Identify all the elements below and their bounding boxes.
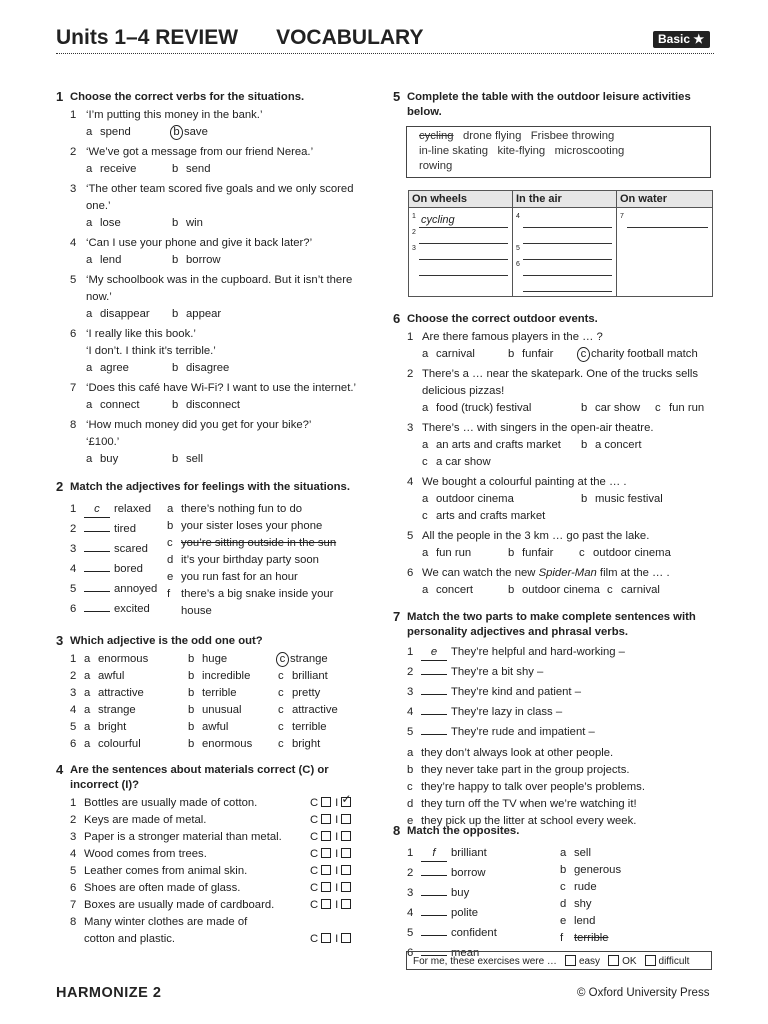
list-item: 3 Paper is a stronger material than metal. C I (70, 829, 370, 846)
answer-line[interactable]: 6 (523, 262, 612, 276)
exercise-1-item: 7 ‘Does this café have Wi-Fi? I want to use the internet.’ (70, 382, 356, 394)
answer-blank[interactable] (421, 882, 447, 896)
exercise-5-instruction: 5 Complete the table with the outdoor leisure activities below. (393, 89, 691, 118)
option-b[interactable]: terrible (202, 687, 237, 699)
option-a[interactable]: concert (436, 584, 474, 596)
option-b[interactable]: appear (186, 308, 222, 320)
exercise-1-options: a receive b send (86, 163, 211, 175)
option-b[interactable]: unusual (202, 704, 242, 716)
answer-line[interactable]: 4 (523, 214, 612, 228)
correct-checkbox[interactable] (321, 933, 331, 943)
exercise-1-item: 6 ‘I really like this book.’ ‘I don’t. I think it’s terrible.’ (70, 328, 216, 357)
list-item: 4 They’re lazy in class – (407, 701, 718, 721)
option-a[interactable]: buy (100, 453, 119, 465)
list-item: 3 buy (407, 882, 547, 902)
exercise-1-item: 8 ‘How much money did you get for your bike?’ ‘£100.’ (70, 419, 312, 448)
option-c[interactable]: outdoor cinema (593, 547, 671, 559)
section-title: VOCABULARY (276, 26, 424, 49)
list-item: 3 a attractive b terrible c pretty (70, 687, 321, 699)
option-b[interactable]: music festival (595, 493, 663, 505)
exercise-6-options: a carnival b funfair c charity football match (422, 348, 698, 360)
table-cell (409, 208, 513, 297)
option-a[interactable]: lend (100, 254, 122, 266)
option-a[interactable]: bright (98, 721, 127, 733)
table-cell (617, 208, 713, 297)
answer-blank[interactable]: e (421, 647, 447, 661)
option-b[interactable]: incredible (202, 670, 251, 682)
list-item: 2 They’re a bit shy – (407, 661, 718, 681)
option-b[interactable]: sell (186, 453, 203, 465)
option-a[interactable]: enormous (98, 653, 149, 665)
table-cell (513, 208, 617, 297)
list-item: d they turn off the TV when we’re watching it! (407, 798, 637, 810)
option-b[interactable]: huge (202, 653, 228, 665)
list-item: d it’s your birthday party soon (167, 554, 319, 566)
exercise-2-adjectives (70, 501, 170, 618)
exercise-1-options: a agree b disagree (86, 362, 230, 374)
list-item: e lend (560, 915, 596, 927)
exercise-1-item: 4 ‘Can I use your phone and give it back later?’ (70, 237, 313, 249)
option-a[interactable]: strange (98, 704, 136, 716)
exercise-2 (56, 480, 376, 619)
option-b[interactable]: outdoor cinema (522, 584, 600, 596)
option-c[interactable]: a car show (436, 456, 491, 468)
answer-blank[interactable]: c (84, 504, 110, 518)
list-item: 1 e They’re helpful and hard-working – (407, 644, 718, 661)
correct-checkbox[interactable] (321, 814, 331, 824)
option-a[interactable]: attractive (98, 687, 144, 699)
selected-option-circle[interactable]: c (577, 347, 590, 362)
list-item: 6 Shoes are often made of glass. C I (70, 880, 370, 897)
exercise-1-options: a connect b disconnect (86, 399, 241, 411)
exercise-4 (56, 763, 376, 948)
answer-blank[interactable] (421, 902, 447, 916)
list-item: 8 Many winter clothes are made of (70, 916, 248, 928)
option-c[interactable]: bright (292, 738, 321, 750)
word-box: cycling drone flying Frisbee throwing in-line skating kite-flying microscooting rowing (406, 126, 711, 178)
incorrect-checkbox[interactable] (341, 865, 351, 875)
list-item: a there’s nothing fun to do (167, 503, 303, 515)
exercise-8-instruction: 8 Match the opposites. (393, 823, 520, 838)
option-b[interactable]: enormous (202, 738, 253, 750)
check-mark-icon: ✓ (341, 792, 352, 807)
option-a[interactable]: food (truck) festival (436, 402, 532, 414)
selected-option-circle[interactable]: b (170, 125, 183, 140)
list-item: 3 scared (70, 538, 170, 558)
option-b[interactable]: funfair (522, 348, 554, 360)
list-item: c you’re sitting outside in the sun (167, 537, 337, 549)
list-item: 5 They’re rude and impatient – (407, 721, 718, 741)
option-a[interactable]: receive (100, 163, 137, 175)
option-a[interactable]: spend (100, 126, 131, 138)
exercise-6-item: 3 There’s … with singers in the open-air theatre. (407, 422, 654, 434)
list-item: 6 a colourful b enormous c bright (70, 738, 321, 750)
exercise-6-options: a food (truck) festival b car show c fun run (422, 402, 705, 414)
answer-line[interactable] (419, 262, 508, 276)
list-item: 5 a bright b awful c terrible (70, 721, 327, 733)
option-b[interactable]: disconnect (186, 399, 241, 411)
answer-blank[interactable] (421, 721, 447, 735)
activities-table (408, 190, 713, 297)
answer-line[interactable]: 1 cycling (419, 214, 508, 228)
answer-blank[interactable] (421, 701, 447, 715)
unit-title: Units 1–4 REVIEW (56, 26, 239, 49)
incorrect-checkbox[interactable] (341, 933, 351, 943)
option-b[interactable]: funfair (522, 547, 554, 559)
list-item: a sell (560, 847, 591, 859)
option-a[interactable]: fun run (436, 547, 472, 559)
exercise-7 (393, 610, 718, 830)
exercise-6-item: 5 All the people in the 3 km … go past the lake. (407, 530, 650, 542)
answer-blank[interactable] (421, 862, 447, 876)
list-item: a they don’t always look at other people. (407, 747, 614, 759)
footer-brand: HARMONIZE 2 (56, 985, 162, 1001)
column-header: On wheels (409, 191, 513, 208)
answer-line[interactable]: 5 (523, 246, 612, 260)
list-item: c they’re happy to talk over people’s problems. (407, 781, 645, 793)
exercise-7-instruction: 7 Match the two parts to make complete sentences with personality adjectives and phrasal verbs. (393, 609, 696, 638)
option-b[interactable]: save (184, 126, 208, 138)
list-item: 7 Boxes are usually made of cardboard. C I (70, 897, 370, 914)
correct-checkbox[interactable] (321, 831, 331, 841)
easy-checkbox[interactable] (565, 955, 576, 966)
answer-line[interactable] (523, 230, 612, 244)
list-item: 1 a enormous b huge c strange (70, 653, 328, 665)
exercise-1-item: 3 ‘The other team scored five goals and we only scored one.’ (70, 183, 354, 212)
exercise-6-instruction: 6 Choose the correct outdoor events. (393, 311, 598, 326)
option-a[interactable]: colourful (98, 738, 141, 750)
list-item: 6 mean (407, 942, 547, 962)
list-item: 1 c relaxed (70, 501, 170, 518)
correct-checkbox[interactable] (321, 899, 331, 909)
exercise-4-instruction: 4 Are the sentences about materials correct (C) or incorrect (I)? (56, 762, 329, 791)
list-item: e you run fast for an hour (167, 571, 298, 583)
option-b[interactable]: disagree (186, 362, 230, 374)
exercise-8 (393, 823, 718, 959)
answer-blank[interactable] (421, 922, 447, 936)
column-header: In the air (513, 191, 617, 208)
list-item: 4 Wood comes from trees. C I (70, 846, 370, 863)
exercise-1-item: 2 ‘We’ve got a message from our friend Nerea.’ (70, 146, 314, 158)
column-header: On water (617, 191, 713, 208)
list-item: 4 a strange b unusual c attractive (70, 704, 338, 716)
list-item: b they never take part in the group projects. (407, 764, 630, 776)
answer-blank[interactable] (84, 518, 110, 532)
option-a[interactable]: awful (98, 670, 125, 682)
answer-blank[interactable] (421, 681, 447, 695)
exercise-8-right-list (560, 845, 680, 947)
option-c[interactable]: carnival (621, 584, 660, 596)
exercise-8-left-list (407, 845, 547, 962)
answer-blank[interactable] (421, 661, 447, 675)
option-c[interactable]: charity football match (591, 348, 698, 360)
exercise-1-options: a buy b sell (86, 453, 203, 465)
page-title (56, 26, 461, 50)
exercise-1-options: a lose b win (86, 217, 203, 229)
selected-option-circle[interactable]: c (276, 652, 289, 667)
list-item: f there’s a big snake inside your house (167, 588, 334, 617)
exercise-6-options: a concert b outdoor cinema c carnival (422, 584, 660, 596)
option-b[interactable]: a concert (595, 439, 642, 451)
option-b[interactable]: car show (595, 402, 641, 414)
answer-blank[interactable] (84, 578, 110, 592)
list-item: f terrible (560, 932, 609, 944)
option-c[interactable]: terrible (292, 721, 327, 733)
option-c[interactable]: brilliant (292, 670, 328, 682)
list-item: c rude (560, 881, 597, 893)
exercise-6-item: 1 Are there famous players in the … ? (407, 331, 603, 343)
list-item: e they pick up the litter at school every week. (407, 815, 637, 827)
incorrect-checkbox[interactable] (341, 831, 351, 841)
ok-checkbox[interactable] (608, 955, 619, 966)
incorrect-checkbox[interactable] (341, 792, 352, 807)
difficult-checkbox[interactable] (645, 955, 656, 966)
list-item: 3 They’re kind and patient – (407, 681, 718, 701)
option-a[interactable]: outdoor cinema (436, 493, 514, 505)
correct-checkbox[interactable] (321, 865, 331, 875)
option-c[interactable]: arts and crafts market (436, 510, 546, 522)
list-item: b your sister loses your phone (167, 520, 323, 532)
incorrect-checkbox[interactable] (341, 882, 351, 892)
exercise-1-options: a disappear b appear (86, 308, 222, 320)
list-item: 1 f brilliant (407, 845, 547, 862)
correct-checkbox[interactable] (321, 848, 331, 858)
option-c[interactable]: attractive (292, 704, 338, 716)
exercise-6-options: a an arts and crafts market b a concert (422, 439, 642, 451)
list-item: cotton and plastic. C I (70, 931, 370, 948)
exercise-1-instruction: 1 Choose the correct verbs for the situations. (56, 89, 305, 104)
list-item: 6 excited (70, 598, 170, 618)
exercise-6-item: 2 There’s a … near the skatepark. One of the trucks sells delicious pizzas! (407, 368, 699, 397)
self-assessment-prompt: For me, these exercises were … (413, 956, 557, 967)
exercise-6 (393, 312, 718, 599)
exercise-1-item: 1 ‘I’m putting this money in the bank.’ (70, 109, 263, 121)
list-item: 4 polite (407, 902, 547, 922)
exercise-1-item: 5 ‘My schoolbook was in the cupboard. But it isn’t there now.’ (70, 274, 353, 303)
exercise-3-instruction: 3 Which adjective is the odd one out? (56, 633, 263, 648)
incorrect-checkbox[interactable] (341, 848, 351, 858)
answer-line[interactable]: 2 (419, 230, 508, 244)
incorrect-checkbox[interactable] (341, 814, 351, 824)
option-c[interactable]: fun run (669, 402, 705, 414)
list-item: 2 tired (70, 518, 170, 538)
exercise-3 (56, 634, 376, 753)
exercise-2-situations (167, 501, 367, 620)
exercise-1 (56, 90, 376, 468)
exercise-6-options: a fun run b funfair c outdoor cinema (422, 547, 671, 559)
option-a[interactable]: carnival (436, 348, 475, 360)
option-a[interactable]: connect (100, 399, 140, 411)
list-item: 2 a awful b incredible c brilliant (70, 670, 328, 682)
option-b[interactable]: send (186, 163, 211, 175)
answer-blank[interactable]: f (421, 848, 447, 862)
level-badge: Basic ★ (653, 31, 710, 48)
exercise-1-options: a spend b save (86, 126, 208, 138)
answer-line[interactable]: 7 (627, 214, 708, 228)
answer-line[interactable]: 3 (419, 246, 508, 260)
correct-checkbox[interactable] (321, 882, 331, 892)
list-item: 5 Leather comes from animal skin. C I (70, 863, 370, 880)
self-assessment-box: For me, these exercises were … easy OK difficult (406, 951, 712, 970)
list-item: 4 bored (70, 558, 170, 578)
option-b[interactable]: awful (202, 721, 229, 733)
answer-line[interactable] (523, 278, 612, 292)
exercise-2-instruction: 2 Match the adjectives for feelings with the situations. (56, 479, 350, 494)
exercise-1-options: a lend b borrow (86, 254, 221, 266)
option-a[interactable]: disappear (100, 308, 150, 320)
exercise-6-options: c arts and crafts market (422, 510, 546, 522)
exercise-5 (393, 90, 713, 297)
answer-blank[interactable] (84, 558, 110, 572)
list-item: b generous (560, 864, 622, 876)
header-divider (56, 53, 714, 54)
list-item: 2 borrow (407, 862, 547, 882)
incorrect-checkbox[interactable] (341, 899, 351, 909)
answer-blank[interactable] (84, 598, 110, 612)
option-a[interactable]: an arts and crafts market (436, 439, 561, 451)
list-item: d shy (560, 898, 592, 910)
footer-copyright: © Oxford University Press (577, 987, 710, 999)
option-b[interactable]: borrow (186, 254, 221, 266)
list-item: 1 Bottles are usually made of cotton. C I ✓ (70, 792, 352, 809)
option-a[interactable]: agree (100, 362, 129, 374)
option-c[interactable]: pretty (292, 687, 321, 699)
answer-blank[interactable] (84, 538, 110, 552)
exercise-6-item: 4 We bought a colourful painting at the … . (407, 476, 627, 488)
list-item: 5 annoyed (70, 578, 170, 598)
exercise-6-options: a outdoor cinema b music festival (422, 493, 663, 505)
list-item: 5 confident (407, 922, 547, 942)
correct-checkbox[interactable] (321, 797, 331, 807)
list-item: 2 Keys are made of metal. C I (70, 812, 370, 829)
option-a[interactable]: lose (100, 217, 121, 229)
exercise-6-options: c a car show (422, 456, 491, 468)
exercise-6-item: 6 We can watch the new Spider-Man film at the … . (407, 567, 670, 579)
option-c[interactable]: strange (290, 653, 328, 665)
option-b[interactable]: win (186, 217, 203, 229)
